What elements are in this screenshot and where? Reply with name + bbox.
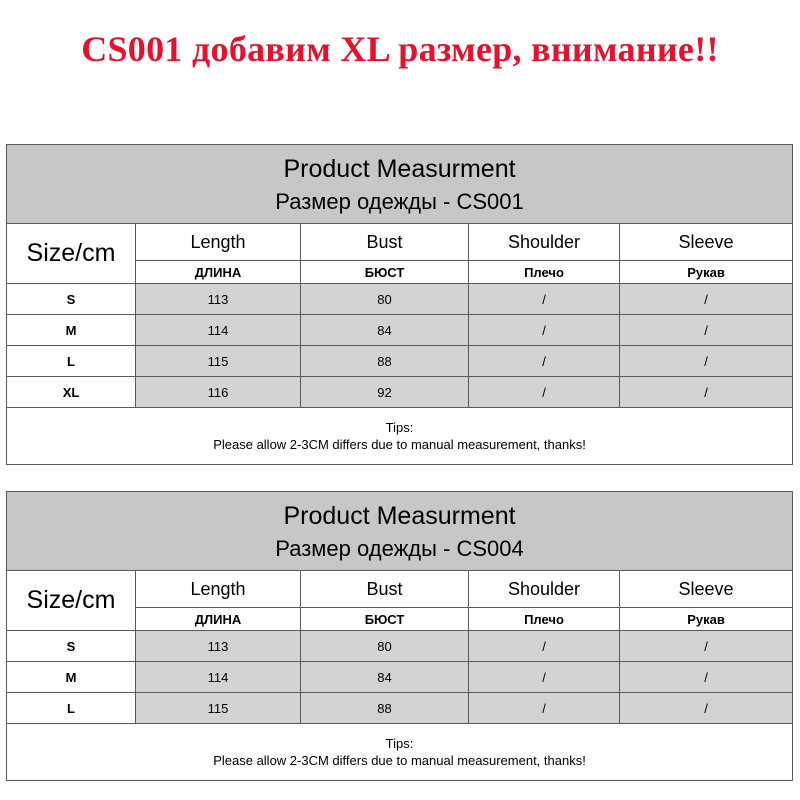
value-cell: 84: [301, 315, 469, 346]
table-row: [7, 693, 793, 724]
value-cell: 80: [301, 284, 469, 315]
value-cell: /: [469, 662, 620, 693]
table-header: [7, 492, 793, 571]
table-row: [7, 315, 793, 346]
value-cell: /: [620, 346, 793, 377]
size-cell: S: [7, 631, 136, 662]
value-cell: /: [620, 662, 793, 693]
table-header-row: [7, 145, 793, 224]
value-cell: 84: [301, 662, 469, 693]
column-bust-ru: БЮСТ: [301, 261, 469, 284]
size-cell: L: [7, 693, 136, 724]
tips-cell: [7, 724, 793, 781]
size-cell: M: [7, 315, 136, 346]
value-cell: 113: [136, 631, 301, 662]
table-subtitle: Размер одежды - CS004: [275, 536, 524, 561]
tips-cell: [7, 408, 793, 465]
value-cell: /: [620, 631, 793, 662]
column-sleeve-ru: Рукав: [620, 608, 793, 631]
tips-row: [7, 408, 793, 465]
table-row: [7, 284, 793, 315]
column-shoulder: Shoulder: [469, 571, 620, 608]
table-header-row: [7, 492, 793, 571]
column-length-ru: ДЛИНА: [136, 608, 301, 631]
value-cell: /: [620, 284, 793, 315]
column-bust: Bust: [301, 571, 469, 608]
size-table-cs004: [6, 491, 793, 781]
table-row: [7, 377, 793, 408]
table-title: Product Measurment: [283, 502, 516, 530]
table-header: [7, 145, 793, 224]
value-cell: /: [469, 346, 620, 377]
value-cell: 88: [301, 346, 469, 377]
value-cell: 116: [136, 377, 301, 408]
column-sleeve: Sleeve: [620, 571, 793, 608]
table-row: [7, 631, 793, 662]
value-cell: /: [469, 631, 620, 662]
value-cell: 113: [136, 284, 301, 315]
value-cell: 80: [301, 631, 469, 662]
table-row: [7, 346, 793, 377]
column-length-ru: ДЛИНА: [136, 261, 301, 284]
value-cell: /: [469, 315, 620, 346]
size-table-cs001: [6, 144, 793, 465]
value-cell: 114: [136, 315, 301, 346]
column-shoulder-ru: Плечо: [469, 608, 620, 631]
size-unit-label: Size/cm: [7, 224, 136, 284]
value-cell: 115: [136, 693, 301, 724]
column-header-row: [7, 571, 793, 608]
column-bust: Bust: [301, 224, 469, 261]
column-header-row: [7, 224, 793, 261]
value-cell: 92: [301, 377, 469, 408]
value-cell: 115: [136, 346, 301, 377]
table-subtitle: Размер одежды - CS001: [275, 189, 524, 214]
column-sleeve-ru: Рукав: [620, 261, 793, 284]
value-cell: /: [469, 284, 620, 315]
value-cell: /: [469, 693, 620, 724]
value-cell: /: [620, 693, 793, 724]
column-shoulder: Shoulder: [469, 224, 620, 261]
tips-label: Tips:: [385, 736, 414, 751]
column-length: Length: [136, 224, 301, 261]
value-cell: /: [620, 377, 793, 408]
column-bust-ru: БЮСТ: [301, 608, 469, 631]
value-cell: 114: [136, 662, 301, 693]
table-row: [7, 662, 793, 693]
banner-notice: CS001 добавим XL размер, внимание!!: [81, 29, 719, 69]
column-sleeve: Sleeve: [620, 224, 793, 261]
tips-label: Tips:: [385, 420, 414, 435]
tips-text: Please allow 2-3CM differs due to manual measurement, thanks!: [213, 753, 586, 768]
size-cell: S: [7, 284, 136, 315]
column-shoulder-ru: Плечо: [469, 261, 620, 284]
value-cell: /: [620, 315, 793, 346]
size-cell: L: [7, 346, 136, 377]
value-cell: 88: [301, 693, 469, 724]
size-cell: XL: [7, 377, 136, 408]
tips-text: Please allow 2-3CM differs due to manual measurement, thanks!: [213, 437, 586, 452]
value-cell: /: [469, 377, 620, 408]
tips-row: [7, 724, 793, 781]
size-cell: M: [7, 662, 136, 693]
table-title: Product Measurment: [283, 155, 516, 183]
size-unit-label: Size/cm: [7, 571, 136, 631]
column-length: Length: [136, 571, 301, 608]
